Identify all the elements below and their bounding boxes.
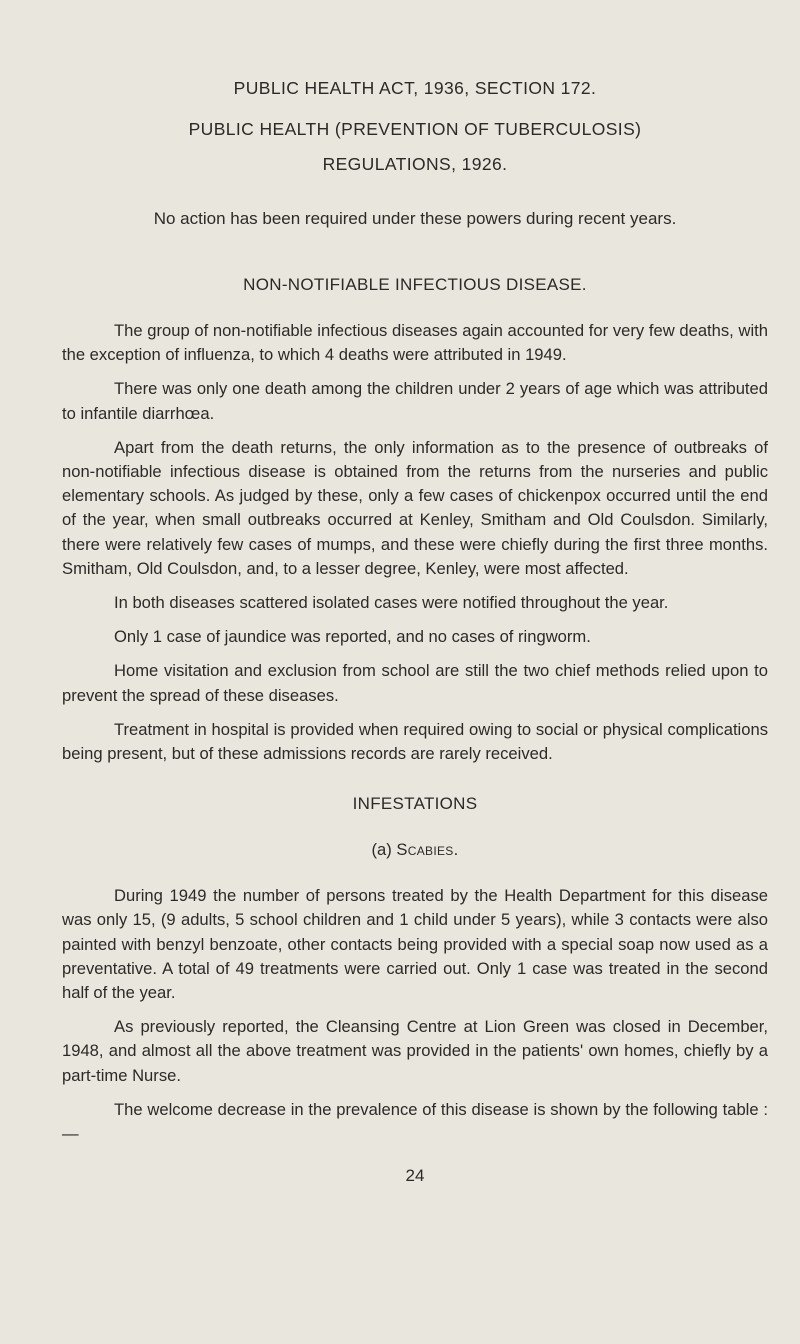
paragraph: Apart from the death returns, the only information as to the presence of outbreaks of non-notifiable infectious disease is obtained from the returns from the nurseries and public elementary schools. As judged by these, only a few cases of chickenpox occurred until the end of the year, when small outbreaks occurred at Kenley, Smitham and Old Coulsdon. Similarly, there were relatively few cases of mumps, and these were chiefly during the first three months. Smitham, Old Coulsdon, and, to a lesser degree, Kenley, were most affected.: [62, 437, 768, 578]
paragraph: Only 1 case of jaundice was reported, and no cases of ringworm.: [114, 627, 591, 647]
paragraph: Treatment in hospital is provided when required owing to social or physical complications being present, but of these admissions records are rarely received.: [62, 719, 768, 764]
paragraph: In both diseases scattered isolated cases were notified throughout the year.: [114, 593, 669, 613]
paragraph: Home visitation and exclusion from school are still the two chief methods relied upon to prevent the spread of these diseases.: [62, 661, 768, 705]
regulations-heading-line1: PUBLIC HEALTH (PREVENTION OF TUBERCULOSIS): [188, 119, 642, 139]
subheading-label: Scabies.: [396, 840, 459, 860]
intro-statement: No action has been required under these powers during recent years.: [153, 209, 677, 228]
subheading-prefix: (a): [371, 840, 392, 860]
paragraph: There was only one death among the children under 2 years of age which was attributed to infantile diarrhœa.: [62, 379, 768, 423]
paragraph: The group of non-notifiable infectious diseases again accounted for very few deaths, with the exception of influenza, to which 4 deaths were attributed in 1949.: [62, 321, 768, 365]
paragraph: The welcome decrease in the prevalence of this disease is shown by the following table :—: [62, 1099, 768, 1144]
act-heading: PUBLIC HEALTH ACT, 1936, SECTION 172.: [233, 78, 597, 98]
infestations-section: [62, 794, 768, 1146]
paragraph: As previously reported, the Cleansing Centre at Lion Green was closed in December, 1948, and almost all the above treatment was provided in the patients' own homes, chiefly by a part-time Nurse.: [62, 1017, 768, 1085]
infestations-title: INFESTATIONS: [352, 794, 478, 814]
paragraph: During 1949 the number of persons treated by the Health Department for this disease was only 15, (9 adults, 5 school children and 1 child under 5 years), while 3 contacts were also painted with benzyl benzoate, other contacts being provided with a special soap now used as a preventative. A total of 49 treatments were carried out. Only 1 case was treated in the second half of the year.: [62, 886, 768, 1003]
scabies-subheading: [62, 840, 768, 860]
page-number: 24: [405, 1166, 425, 1186]
regulations-heading-line2: REGULATIONS, 1926.: [322, 154, 508, 174]
non-notifiable-title: NON-NOTIFIABLE INFECTIOUS DISEASE.: [243, 275, 587, 294]
non-notifiable-section: [62, 275, 768, 766]
